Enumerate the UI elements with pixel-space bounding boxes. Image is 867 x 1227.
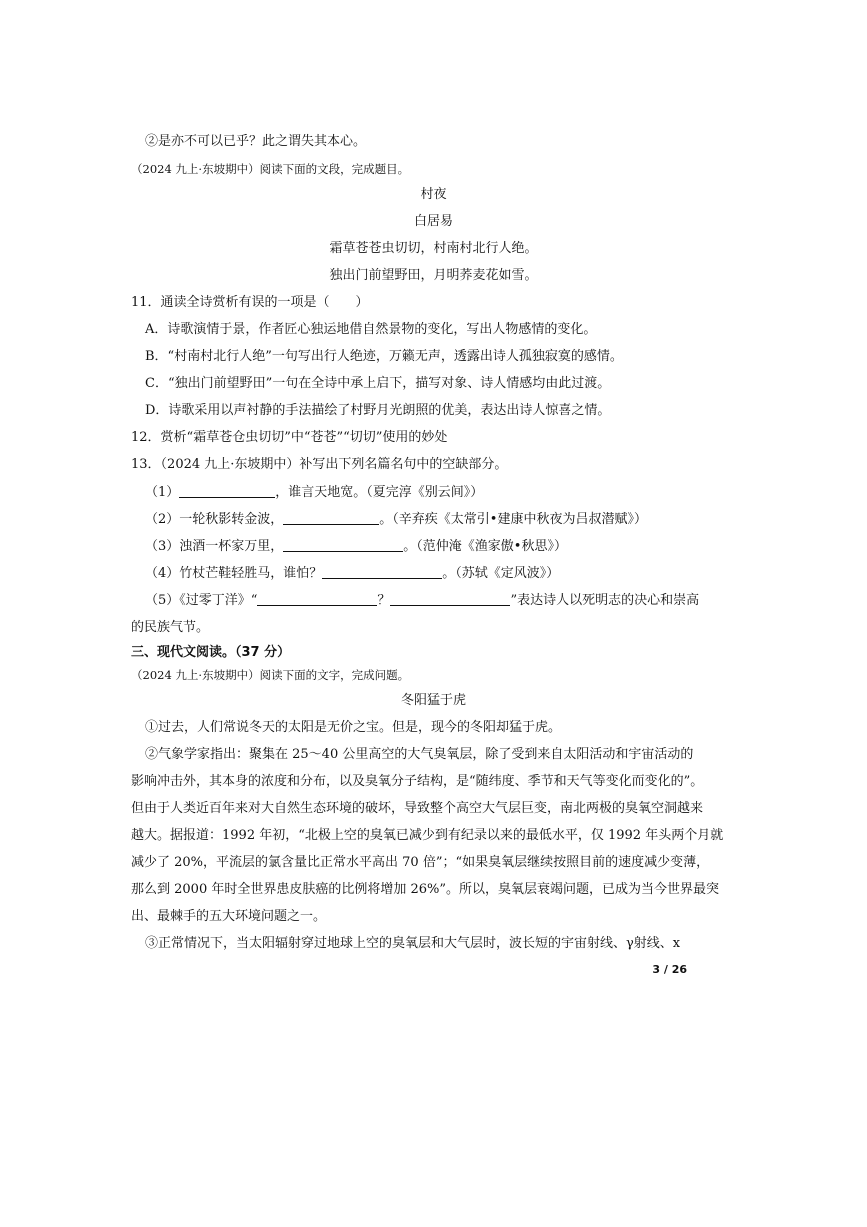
question-11-option-d: D．诗歌采用以声衬静的手法描绘了村野月光朗照的优美，表达出诗人惊喜之情。 (145, 403, 611, 418)
question-11-stem: 11．通读全诗赏析有误的一项是（ ） (131, 295, 369, 310)
poem-line-1: 霜草苍苍虫切切，村南村北行人绝。 (329, 241, 538, 256)
article-paragraph-2-line-2: 影响冲击外，其本身的浓度和分布，以及臭氧分子结构，是“随纬度、季节和天气等变化而变化的”。 (131, 774, 704, 789)
poem-source-line: （2024 九上·东坡期中）阅读下面的文段，完成题目。 (131, 162, 410, 176)
question-11-option-b: B．“村南村北行人绝”一句写出行人绝迹，万籁无声，透露出诗人孤独寂寞的感情。 (145, 349, 623, 364)
fill-blank-item-4 (145, 565, 559, 583)
question-12-stem: 12．赏析“霜草苍仓虫切切”中“苍苍”“切切”使用的妙处 (131, 430, 448, 445)
answer-blank-5b[interactable] (390, 592, 510, 606)
answer-blank-1[interactable] (179, 484, 275, 498)
question-13-stem: 13．（2024 九上·东坡期中）补写出下列名篇名句中的空缺部分。 (131, 457, 508, 472)
article-paragraph-3-line-1: ③正常情况下，当太阳辐射穿过地球上空的臭氧层和大气层时，波长短的宇宙射线、γ射线、x (145, 936, 681, 951)
article-title: 冬阳猛于虎 (400, 693, 466, 708)
article-paragraph-2-line-5: 减少了 20%，平流层的氯含量比正常水平高出 70 倍”；“如果臭氧层继续按照目前的速度减少变薄， (131, 855, 710, 870)
section-3-heading: 三、现代文阅读。（37 分） (131, 645, 291, 660)
article-paragraph-2-line-1: ②气象学家指出：聚集在 25～40 公里高空的大气臭氧层，除了受到来自太阳活动和宇宙活动的 (145, 747, 694, 762)
article-source-line: （2024 九上·东坡期中）阅读下面的文字，完成问题。 (131, 668, 410, 682)
question-11-option-c: C．“独出门前望野田”一句在全诗中承上启下，描写对象、诗人情感均由此过渡。 (145, 376, 611, 391)
item-5-text-before: （5）《过零丁洋》“ (145, 593, 258, 608)
item-3-text-after: 。（范仲淹《渔家傲•秋思》） (403, 539, 567, 554)
answer-blank-2[interactable] (283, 511, 379, 525)
article-paragraph-2-line-6: 那么到 2000 年时全世界患皮肤癌的比例将增加 26%”。所以，臭氧层衰竭问题，已成为当今世界最突 (131, 882, 720, 897)
article-paragraph-2-line-7: 出、最棘手的五大环境问题之一。 (131, 909, 327, 924)
item-4-text-after: 。（苏轼《定风波》） (442, 566, 560, 581)
item-4-text-before: （4）竹杖芒鞋轻胜马，谁怕？ (145, 566, 323, 581)
fill-blank-item-3 (145, 538, 567, 556)
item-1-text: ，谁言天地宽。（夏完淳《别云间》） (275, 485, 484, 500)
answer-blank-4[interactable] (322, 565, 442, 579)
article-paragraph-1: ①过去，人们常说冬天的太阳是无价之宝。但是，现今的冬阳却猛于虎。 (145, 720, 562, 735)
previous-passage-line: ②是亦不可以已乎？此之谓失其本心。 (145, 134, 367, 149)
fill-blank-item-2 (145, 511, 647, 529)
item-5-text-mid: ？ (377, 593, 391, 608)
article-paragraph-2-line-3: 但由于人类近百年来对大自然生态环境的破坏，导致整个高空大气层巨变，南北两极的臭氧空洞越来 (131, 801, 704, 816)
item-5-text-after: ”表达诗人以死明志的决心和崇高 (510, 593, 700, 608)
page-number: 3 / 26 (652, 963, 687, 976)
item-3-text-before: （3）浊酒一杯家万里， (145, 539, 284, 554)
fill-blank-item-5-continued: 的民族气节。 (131, 620, 210, 635)
question-11-option-a: A．诗歌演情于景，作者匠心独运地借自然景物的变化，写出人物感情的变化。 (145, 322, 597, 337)
answer-blank-3[interactable] (283, 538, 403, 552)
item-2-text-after: 。（辛弃疾《太常引•建康中秋夜为吕叔潜赋》） (379, 512, 647, 527)
fill-blank-item-1 (145, 484, 483, 502)
poem-title: 村夜 (420, 187, 447, 202)
article-paragraph-2-line-4: 越大。据报道：1992 年初，“北极上空的臭氧已减少到有纪录以来的最低水平，仅 1992 年头两个月就 (131, 828, 724, 843)
fill-blank-item-5 (145, 592, 699, 610)
item-2-text-before: （2）一轮秋影转金波， (145, 512, 284, 527)
poem-author: 白居易 (413, 214, 453, 229)
poem-line-2: 独出门前望野田，月明荞麦花如雪。 (329, 268, 538, 283)
answer-blank-5a[interactable] (257, 592, 377, 606)
item-1-number: （1） (145, 485, 180, 500)
